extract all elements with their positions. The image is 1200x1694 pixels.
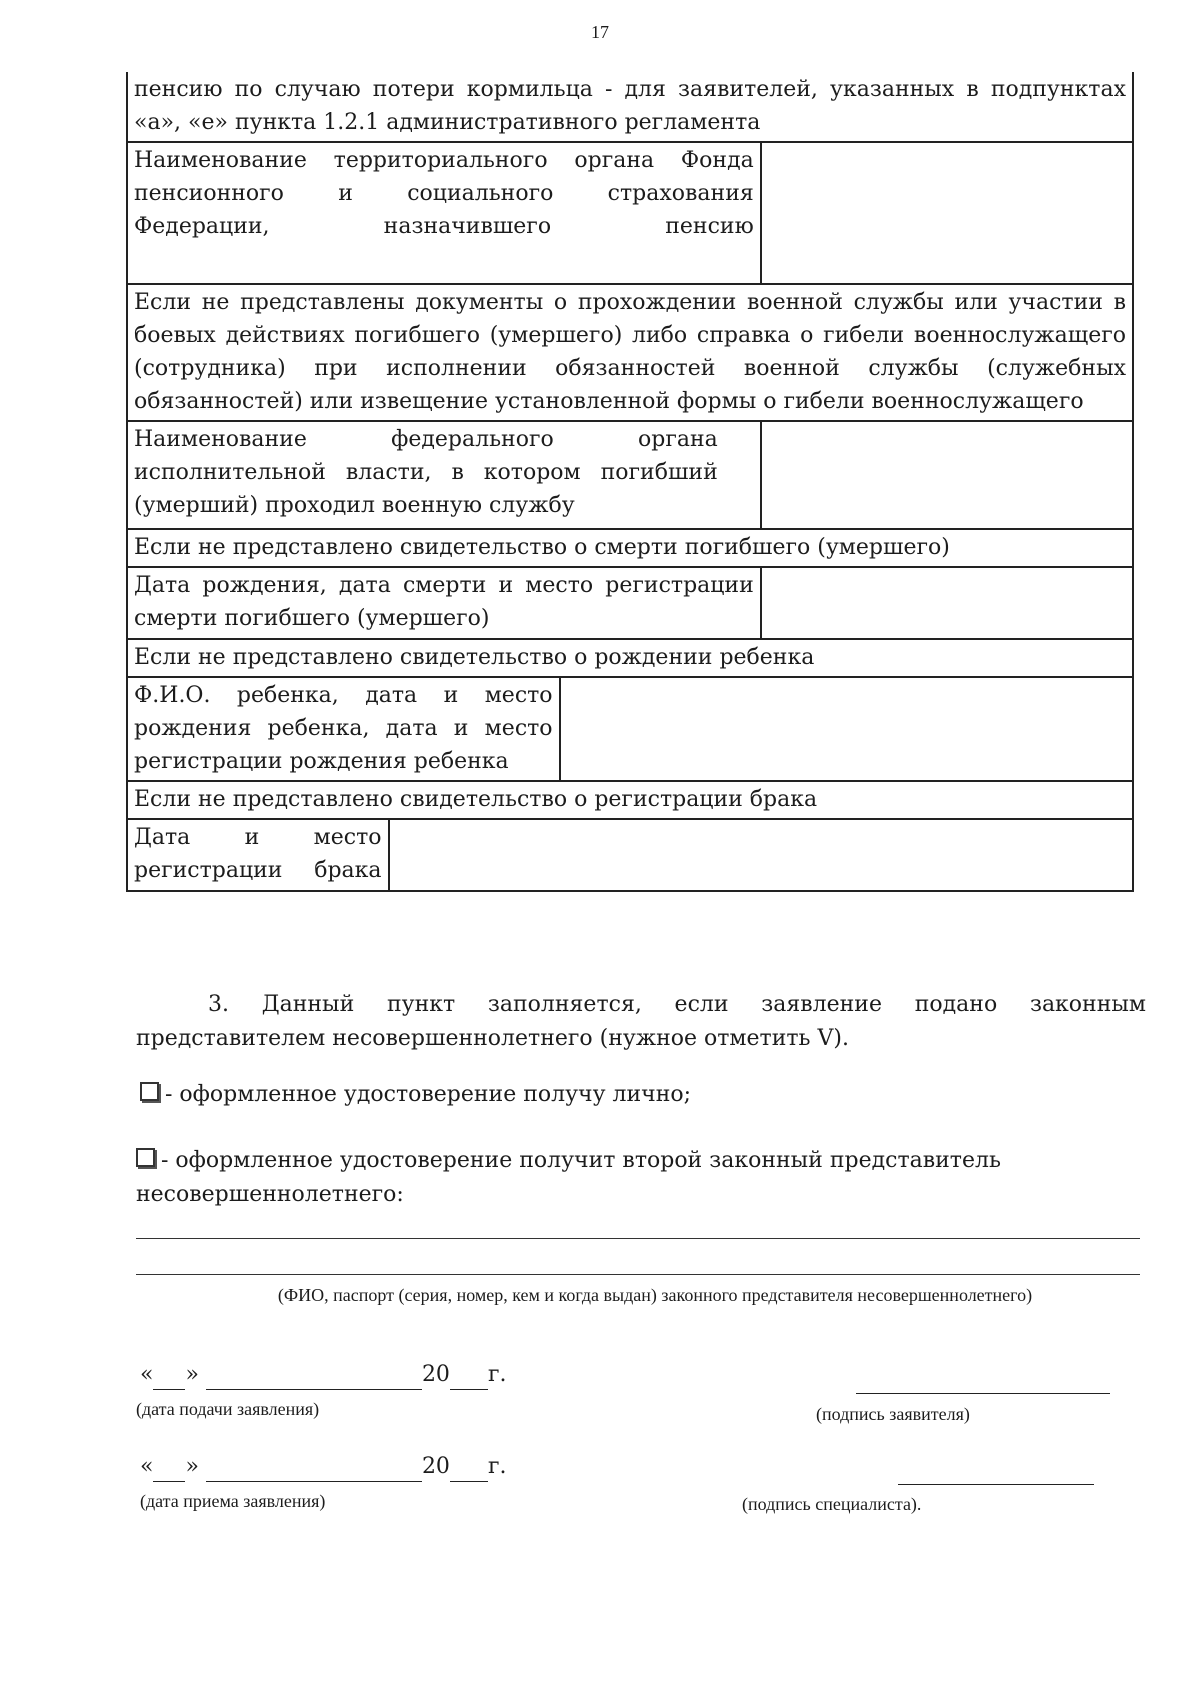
option-receive-personally-label: - оформленное удостоверение получу лично; bbox=[165, 1082, 692, 1107]
option-receive-personally bbox=[140, 1078, 1140, 1112]
year-prefix: 20 bbox=[421, 1454, 450, 1479]
marriage-details-label: Дата и место регистрации брака bbox=[127, 819, 389, 891]
page-number: 17 bbox=[591, 22, 609, 42]
representative-caption: (ФИО, паспорт (серия, номер, кем и когда выдан) законного представителя несовершеннолетнего) bbox=[277, 1285, 1033, 1305]
representative-line-2[interactable] bbox=[136, 1274, 1140, 1275]
quote-open: « bbox=[140, 1362, 154, 1387]
death-details-field[interactable] bbox=[761, 567, 1133, 639]
receipt-date-caption: (дата приема заявления) bbox=[140, 1491, 326, 1511]
receipt-month-blank[interactable] bbox=[206, 1459, 422, 1482]
representative-line-1[interactable] bbox=[136, 1238, 1140, 1239]
pension-authority-label: Наименование территориального органа Фонда пенсионного и социального страхования Федерации, назначившего пенсию bbox=[127, 142, 761, 284]
death-certificate-condition: Если не представлено свидетельство о смерти погибшего (умершего) bbox=[127, 529, 1133, 567]
pension-authority-field[interactable] bbox=[761, 142, 1133, 284]
military-documents-condition: Если не представлены документы о прохождении военной службы или участии в боевых действиях погибшего (умершего) либо справка о гибели военнослужащего (сотрудника) при исполнении обязанностей военной службы (служебных обязанностей) или извещение установленной формы о гибели военнослужащего bbox=[127, 284, 1133, 421]
quote-open: « bbox=[140, 1454, 154, 1479]
applicant-signature-caption: (подпись заявителя) bbox=[816, 1404, 970, 1424]
year-suffix: г. bbox=[487, 1362, 507, 1387]
marriage-certificate-condition: Если не представлено свидетельство о регистрации брака bbox=[127, 781, 1133, 819]
pension-continuation-text: пенсию по случаю потери кормильца - для заявителей, указанных в подпунктах «а», «е» пункта 1.2.1 административного регламента bbox=[127, 72, 1133, 142]
quote-close: » bbox=[185, 1362, 199, 1387]
submission-month-blank[interactable] bbox=[206, 1367, 422, 1390]
child-details-field[interactable] bbox=[560, 677, 1133, 781]
year-prefix: 20 bbox=[421, 1362, 450, 1387]
submission-date-caption: (дата подачи заявления) bbox=[136, 1399, 320, 1419]
applicant-signature-line[interactable] bbox=[856, 1393, 1110, 1394]
year-suffix: г. bbox=[487, 1454, 507, 1479]
submission-date-line bbox=[140, 1360, 506, 1390]
marriage-details-field[interactable] bbox=[389, 819, 1133, 891]
quote-close: » bbox=[185, 1454, 199, 1479]
receipt-date-line bbox=[140, 1452, 506, 1482]
application-form-table bbox=[126, 72, 1134, 892]
specialist-signature-line[interactable] bbox=[898, 1484, 1094, 1485]
submission-day-blank[interactable] bbox=[153, 1367, 185, 1390]
checkbox-receive-personally[interactable] bbox=[140, 1082, 159, 1101]
option-second-representative bbox=[136, 1144, 1136, 1212]
federal-authority-field[interactable] bbox=[761, 421, 1133, 529]
birth-certificate-condition: Если не представлено свидетельство о рождении ребенка bbox=[127, 639, 1133, 677]
receipt-day-blank[interactable] bbox=[153, 1459, 185, 1482]
child-details-label: Ф.И.О. ребенка, дата и место рождения ребенка, дата и место регистрации рождения ребенка bbox=[127, 677, 560, 781]
specialist-signature-caption: (подпись специалиста). bbox=[742, 1494, 922, 1514]
federal-authority-label: Наименование федерального органа исполнительной власти, в котором погибший (умерший) проходил военную службу bbox=[127, 421, 761, 529]
option-second-representative-label: - оформленное удостоверение получит второй законный представитель несовершеннолетнего: bbox=[136, 1148, 1001, 1207]
death-details-label: Дата рождения, дата смерти и место регистрации смерти погибшего (умершего) bbox=[127, 567, 761, 639]
section-3-paragraph: 3. Данный пункт заполняется, если заявление подано законным представителем несовершеннолетнего (нужное отметить V). bbox=[136, 992, 1146, 1051]
submission-year-blank[interactable] bbox=[450, 1367, 488, 1390]
receipt-year-blank[interactable] bbox=[450, 1459, 488, 1482]
checkbox-second-representative[interactable] bbox=[136, 1148, 155, 1167]
